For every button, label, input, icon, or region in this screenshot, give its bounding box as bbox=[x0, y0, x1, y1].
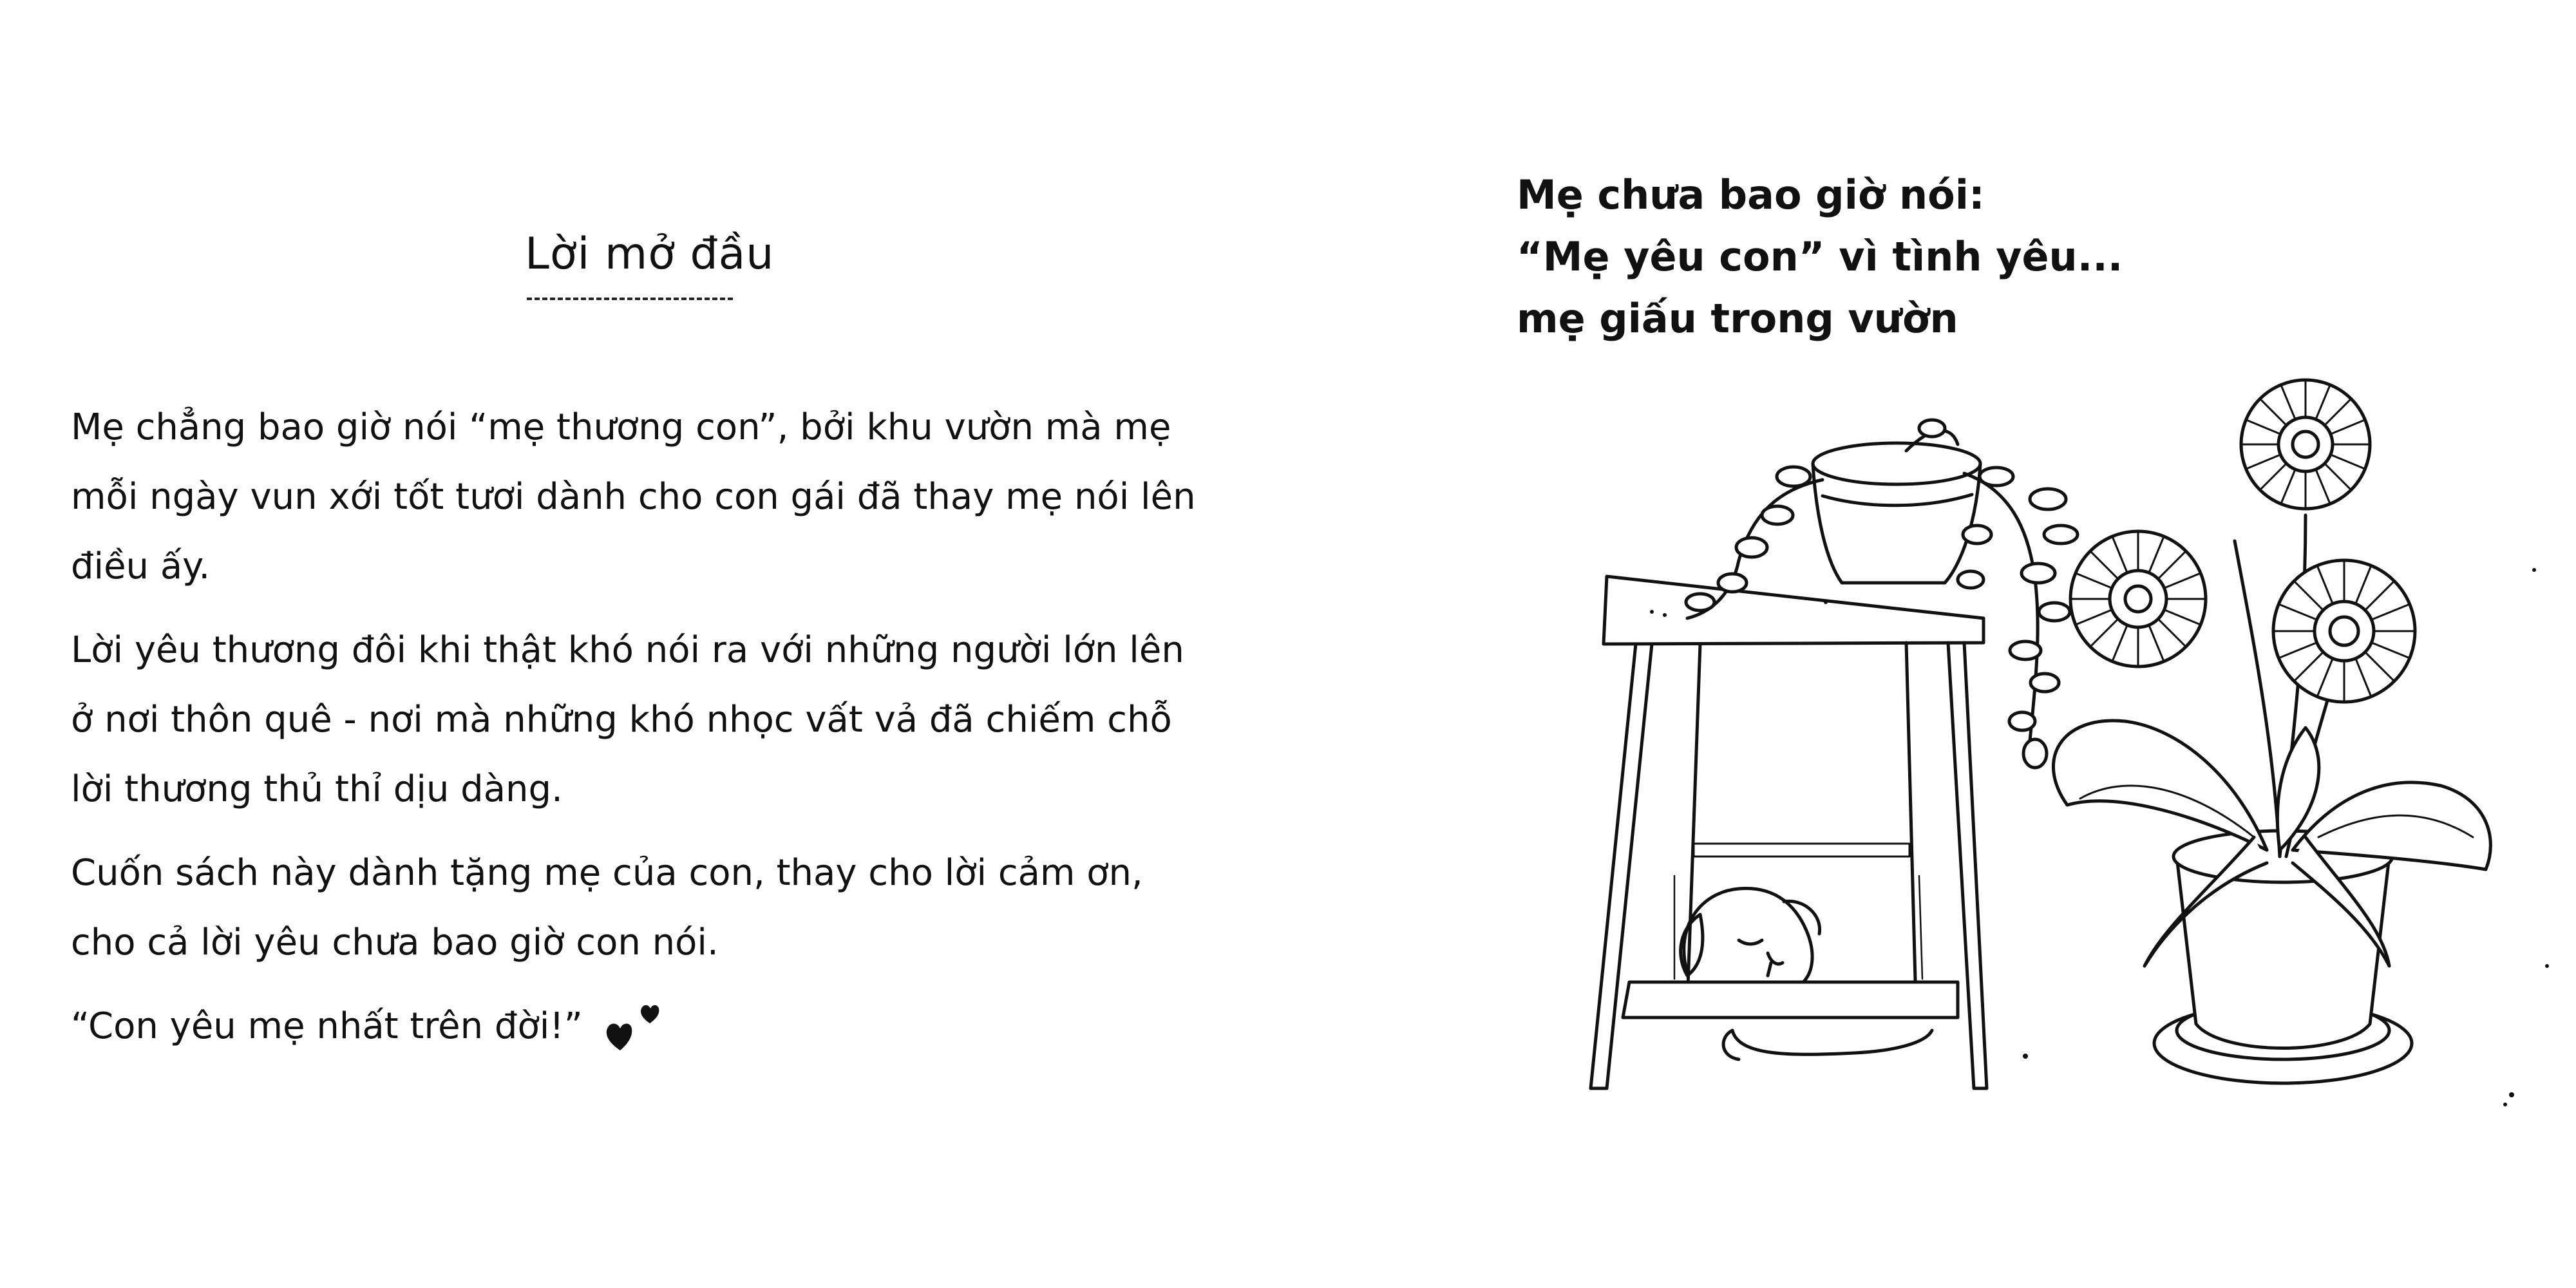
closing-line: “Con yêu mẹ nhất trên đời!” bbox=[71, 1005, 583, 1047]
stool-drawing bbox=[1591, 576, 1987, 1088]
right-page bbox=[1288, 0, 2576, 1288]
paragraph-2: Lời yêu thương đôi khi thật khó nói ra với những người lớn lên ở nơi thôn quê - nơi mà những khó nhọc vất vả đã chiếm chỗ lời thương thủ thỉ dịu dàng. bbox=[71, 629, 1184, 810]
garden-illustration bbox=[1288, 0, 2576, 1288]
preface-body bbox=[71, 393, 1204, 1061]
poem-line-2: “Mẹ yêu con” vì tình yêu... bbox=[1517, 233, 2123, 280]
sleeping-dog-drawing bbox=[1681, 889, 1932, 1059]
paragraph-3: Cuốn sách này dành tặng mẹ của con, thay cho lời cảm ơn, cho cả lời yêu chưa bao giờ con nói. bbox=[71, 852, 1143, 963]
paragraph-1: Mẹ chẳng bao giờ nói “mẹ thương con”, bởi khu vườn mà mẹ mỗi ngày vun xới tốt tươi dành cho con gái đã thay mẹ nói lên điều ấy. bbox=[71, 406, 1196, 587]
poem-line-1: Mẹ chưa bao giờ nói: bbox=[1517, 171, 1985, 218]
page-title: Lời mở đầu bbox=[525, 229, 775, 279]
poem-line-3: mẹ giấu trong vườn bbox=[1517, 295, 1958, 342]
daisy-pot-drawing bbox=[2053, 380, 2490, 1083]
title-underline bbox=[527, 298, 733, 300]
closing-row bbox=[71, 992, 1204, 1061]
two-hearts-icon bbox=[602, 998, 679, 1056]
